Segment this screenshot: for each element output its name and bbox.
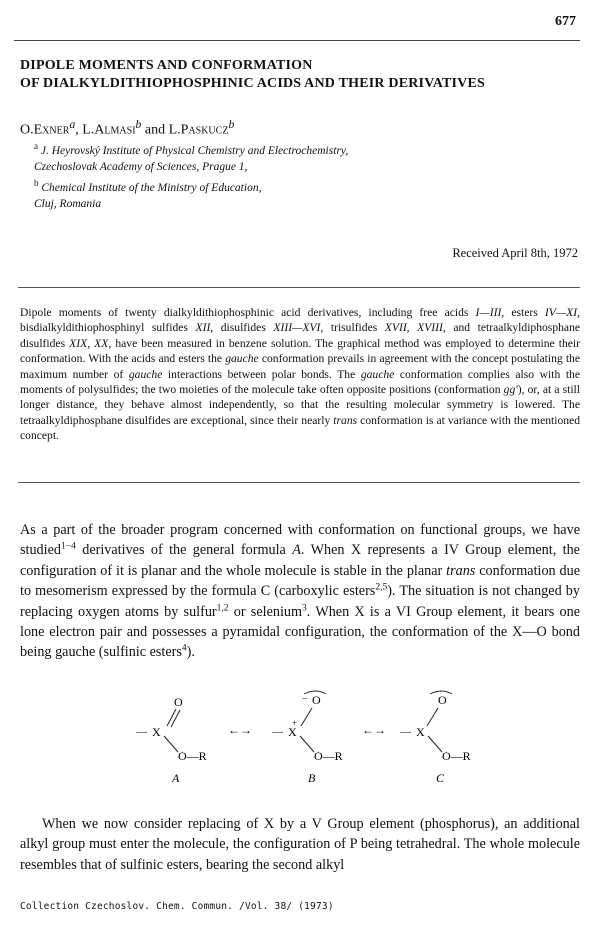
abstract-italic: gauche xyxy=(225,352,259,366)
alkoxy-group: O—R xyxy=(442,749,471,763)
abstract-text: conformation complies also with the moments of polysulfides; the two moieties of the molecule take often opposite positions (conformation xyxy=(20,367,580,397)
abstract-text: esters xyxy=(504,306,545,319)
abstract-italic: I—III, xyxy=(475,306,505,319)
author-1-sup: a xyxy=(69,118,76,131)
citation: 2,5 xyxy=(375,582,388,593)
affiliation-a-line-2: Czechoslovak Academy of Sciences, Prague 1, xyxy=(34,160,248,173)
charge-plus: + xyxy=(292,718,298,728)
abstract-text: conformation prevails in agreement with the concept postulating the maximum number of xyxy=(20,352,580,381)
abstract-text: interactions between polar bonds. The xyxy=(162,367,361,381)
atom-o: O xyxy=(174,695,183,709)
atom-x: X xyxy=(416,725,425,739)
body-text: ). xyxy=(186,644,195,661)
resonance-scheme xyxy=(100,690,540,790)
abstract-text: trisulfides xyxy=(323,321,385,335)
abstract-text: Dipole moments of twenty dialkyldithiophosphinic acid derivatives, including free acids xyxy=(20,306,476,319)
body-text: . When X is a VI Group element, it bears one lone electron pair and possesses a pyramidal configuration, the conformation of the X—O bond being gauche (sulfinic esters xyxy=(20,603,581,661)
label-a: A xyxy=(172,771,180,785)
abstract-italic: XII, xyxy=(195,321,214,335)
citation: 4 xyxy=(181,643,187,654)
structure-a xyxy=(135,695,207,785)
label-c: C xyxy=(436,771,445,785)
journal-footer: Collection Czechoslov. Chem. Commun. /Vol. 38/ (1973) xyxy=(20,901,334,912)
affiliation-a-line-1: J. Heyrovský Institute of Physical Chemistry and Electrochemistry, xyxy=(40,144,349,157)
received-date: Received April 8th, 1972 xyxy=(452,246,578,260)
body-paragraph-1 xyxy=(20,520,580,663)
abstract-text: have been measured in benzene solution. The graphical method was employed to determine their conformation. With the acids and esters the xyxy=(20,336,580,366)
affiliation-b xyxy=(34,175,534,212)
bond-stub: — xyxy=(400,726,411,738)
atom-x: X xyxy=(288,725,297,739)
abstract-italic: gauche xyxy=(360,367,395,381)
abstract-text: conformation is at variance with the mentioned concept. xyxy=(20,413,580,443)
body-text: ). The situation is not changed by replacing oxygen atoms by sulfur xyxy=(20,583,580,620)
abstract-italic: IV—XI, xyxy=(544,306,580,319)
charge-minus: − xyxy=(302,694,308,705)
abstract-text: and tetraalkyldiphosphane disulfides xyxy=(20,321,581,350)
resonance-arrow-1: ←→ xyxy=(228,723,252,737)
abstract-text: ), or, at a still longer distance, they behave almost independently, so that the resulting molecular symmetry is lowered. The tetraalkyldiphosphane disulfides are exceptional, since their nearly xyxy=(20,383,580,427)
affiliation-b-line-1: Chemical Institute of the Ministry of Education, xyxy=(41,181,262,194)
header-rule xyxy=(14,40,580,41)
author-3-initial: L. xyxy=(168,122,181,138)
abstract-bottom-rule xyxy=(18,482,580,483)
body-text: conformation due to mesomerism expressed by the formula C (carboxylic esters xyxy=(20,562,580,600)
title-line-2: OF DIALKYLDITHIOPHOSPHINIC ACIDS AND THEIR DERIVATIVES xyxy=(20,76,485,91)
affiliation-a xyxy=(34,138,534,175)
formula-ref: A xyxy=(292,542,301,559)
bond-stub: — xyxy=(272,726,283,738)
paper-title xyxy=(20,57,580,93)
author-3-sup: b xyxy=(228,118,235,131)
body-text: or selenium xyxy=(228,603,303,620)
author-2-name: Almasi xyxy=(94,122,136,138)
citation: 3 xyxy=(302,602,307,613)
resonance-arrow-2: ←→ xyxy=(362,723,386,737)
body-paragraph-2: When we now consider replacing of X by a V Group element (phosphorus), an additional alkyl group must enter the molecule, the configuration of P being tetrahedral. The whole molecule resembles that of sulfinic esters, bearing the second alkyl xyxy=(20,816,580,873)
citation: 1−4 xyxy=(60,541,76,552)
bond-stub: — xyxy=(136,726,147,738)
body-text: . When X represents a IV Group element, the configuration of it is planar and the whole molecule is stable in the planar xyxy=(20,542,580,579)
structure-c xyxy=(399,691,471,785)
abstract-italic: XIX, XX, xyxy=(69,336,112,350)
author-conjunction: and xyxy=(144,122,166,138)
structure-b xyxy=(271,691,343,785)
label-b: B xyxy=(308,771,316,785)
citation: 1,2 xyxy=(216,602,229,613)
body-italic: trans xyxy=(446,562,476,579)
abstract-italic: gauche xyxy=(128,367,163,381)
author-list: O.Exner$^a$, L.Almasi$^b$ and L.Paskucz$^b$ xyxy=(20,118,235,138)
abstract-italic: trans xyxy=(333,413,358,427)
abstract-text: bisdialkyldithiophosphinyl sulfides xyxy=(20,321,196,335)
atom-o: O xyxy=(438,693,447,707)
abstract-italic: XVII, XVIII, xyxy=(384,321,446,335)
atom-x: X xyxy=(152,725,161,739)
title-line-1: DIPOLE MOMENTS AND CONFORMATION xyxy=(20,58,313,73)
page-number: 677 xyxy=(555,14,576,29)
author-1-name: Exner xyxy=(33,122,70,138)
author-3-name: Paskucz xyxy=(180,122,229,138)
affiliation-b-line-2: Cluj, Romania xyxy=(34,197,102,210)
abstract-italic: XIII—XVI, xyxy=(273,321,324,335)
abstract-italic: gg' xyxy=(503,383,518,397)
atom-o: O xyxy=(312,693,321,707)
author-1-initial: O. xyxy=(20,122,34,138)
affiliation-b-sup: b xyxy=(34,177,39,188)
author-2-sup: b xyxy=(135,118,142,131)
alkoxy-group: O—R xyxy=(178,749,207,763)
abstract-top-rule xyxy=(18,287,580,288)
body-text: derivatives of the general formula xyxy=(75,542,293,559)
alkoxy-group: O—R xyxy=(314,749,343,763)
affiliations xyxy=(34,138,534,212)
body-text: As a part of the broader program concerned with conformation on functional groups, we have studied xyxy=(20,522,580,559)
affiliation-a-sup: a xyxy=(34,141,38,151)
abstract xyxy=(20,305,580,444)
abstract-text: disulfides xyxy=(213,321,274,335)
author-2-initial: L. xyxy=(82,122,95,138)
